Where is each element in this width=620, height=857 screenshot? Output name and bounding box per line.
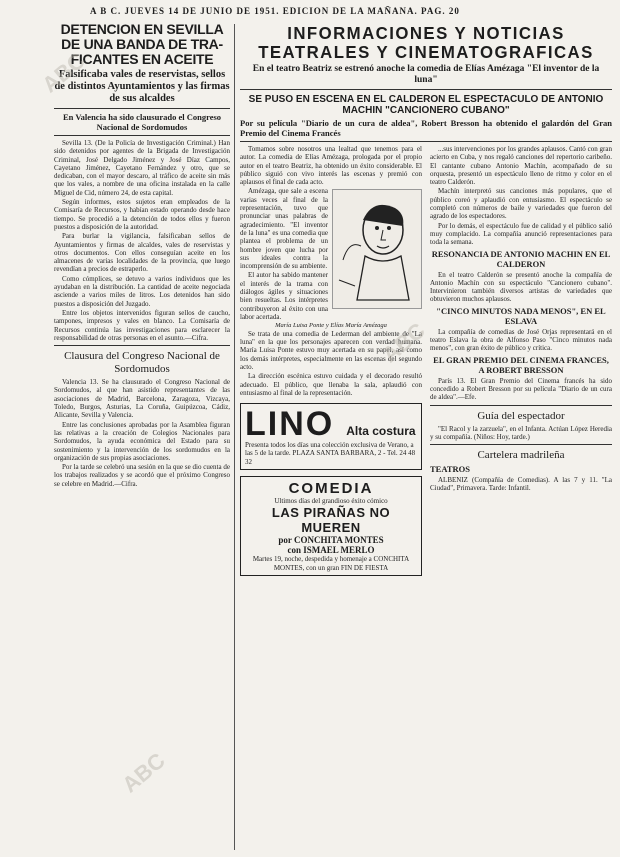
rule [430, 444, 612, 445]
column-divider [234, 24, 235, 850]
comedia-play-title: LAS PIRAÑAS NO MUEREN [271, 505, 391, 536]
rule [54, 135, 230, 136]
paragraph: Amézaga, que sale a escena varias veces al final de la representación, tuvo que pronunciar unas palabras de agradecimiento. "El inventor de la luna" es una comedia que plantea el problema de un hombre joven que lucha por sus ideales contra la incomprensión de su ambiente. [240, 187, 328, 271]
paragraph: El autor ha sabido mantener el interés de la trama con diálogos ágiles y situaciones bien resueltas. Los intérpretes contribuyeron al éxito con una labor acertada. [240, 271, 328, 321]
paragraph: En el teatro Calderón se presentó anoche la compañía de Antonio Machín con su espectáculo "Cancionero cubano". Intervinieron también diversos artistas de variedades que obtuvieron muchos aplausos. [430, 270, 612, 304]
paragraph: Machín interpretó sus canciones más populares, que el público coreó y aplaudió con entusiasmo. El espectáculo se completó con números de baile y variedades que fueron del agrado de los espectadores. [430, 187, 612, 221]
column-2-text [430, 145, 612, 247]
rule [54, 108, 230, 109]
paragraph: Como cómplices, se detuvo a varios individuos que les ayudaban en la distribución. La cantidad de aceite negociada asciende a varios miles de litros. Los detenidos han sido puestos a disposición del Juzgado. [54, 274, 230, 308]
cartelera-teatros: TEATROS [430, 464, 470, 475]
left-deck: Falsificaba vales de reservistas, sellos de distintos Ayuntamientos y las firmas de sus alcaldes [54, 69, 230, 104]
paragraph: Valencia 13. Se ha clausurado el Congreso Nacional de Sordomudos, al que han asistido representantes de las asociaciones de Madrid, Barcelona, Zaragoza, Vizcaya, Toledo, Burgos, Asturias, La Coruña, Guipúzcoa, Cádiz, Alicante, Sevilla y Valencia. [54, 378, 230, 420]
bresson-deck: Por su película "Diario de un cura de aldea", Robert Bresson ha obtenido el galardón del Gran Premio del Cinema Francés [240, 118, 612, 138]
rule [240, 141, 612, 142]
eslava-subhead: "CINCO MINUTOS NADA MENOS", EN EL ESLAVA [436, 305, 606, 326]
comedia-theatre-name: COMEDIA [288, 480, 374, 497]
section-main-title [247, 24, 604, 62]
left-headline [54, 22, 230, 67]
paragraph: Por lo demás, el espectáculo fue de calidad y el público salió muy complacido. La compañía anunció representaciones para toda la semana. [430, 221, 612, 247]
paragraph: La dirección escénica estuvo cuidada y el decorado resultó adecuado. El público, que llenaba la sala, aplaudió con entusiasmo al final de la representación. [240, 372, 422, 397]
paragraph: ALBENIZ (Compañía de Comedias). A las 7 y 11. "La Ciudad", Primavera. Tarde: Infantil. [430, 476, 612, 493]
left-story-body [54, 139, 230, 342]
lino-advertisement [240, 403, 422, 470]
guide-title: Guía del espectador [477, 409, 565, 422]
rule [430, 405, 612, 406]
machin-subhead: RESONANCIA DE ANTONIO MACHIN EN EL CALDERON [431, 248, 611, 269]
calderon-headline: SE PUSO EN ESCENA EN EL CALDERON EL ESPECTACULO DE ANTONIO MACHIN "CANCIONERO CUBANO" [248, 94, 604, 116]
article-column-1 [240, 145, 422, 580]
column-1-text [240, 145, 422, 397]
bresson-subhead: EL GRAN PREMIO DEL CINEMA FRANCES, A ROBERT BRESSON [433, 354, 609, 375]
watermark-stamp: ABC [117, 747, 170, 798]
rule [240, 89, 612, 90]
cartelera-title: Cartelera madrileña [477, 449, 565, 462]
comedia-advertisement [240, 476, 422, 576]
left-headline-line: DE UNA BANDA DE TRA- [61, 36, 223, 52]
bresson-text [430, 377, 612, 402]
left-story2-body [54, 378, 230, 488]
section-title-congreso: Clausura del Congreso Nacional de Sordomudos [64, 350, 220, 376]
comedia-costar: con ISMAEL MERLO [287, 545, 375, 556]
comedia-star: por CONCHITA MONTES [278, 535, 384, 546]
caricature-caption: María Luisa Ponte y Elías María Amézaga [275, 322, 387, 330]
cartelera-text [430, 476, 612, 493]
machin-text [430, 271, 612, 304]
left-headline-line: FICANTES EN ACEITE [70, 51, 214, 67]
paragraph: Entre las conclusiones aprobadas por la Asamblea figuran las relativas a la creación de Colegios Nacionales para Sordomudos, la ayuda económica del Estado para su sostenimiento y la intervención de los sordomudos en la organización de sus propias asociaciones. [54, 420, 230, 462]
title-line: TEATRALES Y CINEMATOGRAFICAS [258, 42, 594, 62]
comedia-line1: Ultimos días del grandioso éxito cómico [274, 497, 388, 505]
two-column-body [240, 145, 612, 580]
caricature-drawing [333, 190, 421, 308]
left-subhead: En Valencia ha sido clausurado el Congreso Nacional de Sordomudos [62, 112, 222, 132]
paragraph: Entre los objetos intervenidos figuran sellos de caucho, tampones, impresos y vales en blanco. La Comisaría de Recursos continúa las investigaciones para esclarecer la responsabilidad de otras personas en el asunto.—Cifra. [54, 308, 230, 342]
paragraph: Tomamos sobre nosotros una lealtad que tenemos para el autor. La comedia de Elías Amézaga, prologada por el propio autor en el teatro Beatriz, ha obtenido un éxito considerable. El público siguió con vivo interés las escenas y premió con aplausos el final de cada acto. [240, 145, 422, 187]
left-headline-line: DETENCION EN SEVILLA [60, 22, 224, 37]
paragraph: Se trata de una comedia de Lederman del ambiente de "La luna" en la que los personajes aparecen con verdad humana. María Luisa Ponte estuvo muy acertada en su papel, así como los demás intérpretes, especialmente en las escenas del segundo acto. [240, 329, 422, 371]
article-column-2 [430, 145, 612, 580]
eslava-text [430, 328, 612, 353]
watermark-stamp: ABC [377, 317, 430, 368]
left-column [54, 22, 230, 854]
caricature-illustration [332, 189, 422, 309]
comedia-footer: Martes 19, noche, despedida y homenaje a CONCHITA MONTES, con un gran FIN DE FIESTA [252, 555, 410, 572]
paragraph: La compañía de comedias de José Orjas representará en el teatro Eslava la obra de Alfonso Paso "Cinco minutos nada menos", con gran éxito de público y crítica. [430, 327, 612, 353]
paragraph: París 13. El Gran Premio del Cinema francés ha sido concedido a Robert Bresson por su película "Diario de un cura de aldea".—Efe. [430, 376, 612, 402]
guide-text [430, 425, 612, 442]
paragraph: Por la tarde se celebró una sesión en la que se dio cuenta de los trabajos realizados y se acordó que el próximo Congreso se celebre en Madrid.—Cifra. [54, 463, 230, 488]
rule [54, 345, 230, 346]
watermark-stamp: ABC [37, 47, 90, 98]
paragraph: Para burlar la vigilancia, falsificaban sellos de Ayuntamientos y firmas de alcaldes, vales de reservistas y otros documentos. Con ellos conseguían aceite en los almacenes de varias localidades de la provincia, que luego revendían a precios de estraperlo. [54, 232, 230, 274]
paragraph: ...sus intervenciones por los grandes aplausos. Cantó con gran acierto en Cuba, y nos regaló canciones del repertorio caribeño. El cantante cubano Antonio Machín, acompañado de su orquesta, presentó un espectáculo lleno de ritmo y color en el teatro Calderón. [430, 145, 612, 187]
page-header: A B C. JUEVES 14 DE JUNIO DE 1951. EDICION DE LA MAÑANA. PAG. 20 [90, 6, 460, 16]
beatriz-deck: En el teatro Beatriz se estrenó anoche la comedia de Elías Amézaga "El inventor de la luna" [252, 64, 600, 85]
lino-brand: LINO [245, 405, 335, 444]
lino-tagline: Alta costura [346, 424, 416, 439]
lino-ad-text: Presenta todos los días una colección exclusiva de Verano, a las 5 de la tarde. PLAZA SANTA BARBARA, 2 - Tel. 24 48 32 [245, 441, 416, 466]
paragraph: Sevilla 13. (De la Policía de Investigación Criminal.) Han sido detenidos por agentes de la Brigada de Investigación Criminal, José Delgado Jiménez y José Díaz Campos, Cayetano Jiménez, Cayetano Fernández y otro, que se dedicaban, con el mayor descaro, al tráfico de aceite sin más que los vales, a nombre de una oficina instalada en la calle Miguel de Cid, número 24, de esta capital. [54, 139, 230, 197]
paragraph: "El Racol y la zarzuela", en el Infanta. Actúan López Heredia y su compañía. (Niños: Hoy, tarde.) [430, 424, 612, 441]
right-column [240, 22, 612, 854]
paragraph: Según informes, estos sujetos eran empleados de la Comisaría de Recursos, y habían estado operando desde hace tiempo. Se procedió a la detención de todos ellos y fueron puestos a disposición de la autoridad. [54, 198, 230, 231]
title-line: INFORMACIONES Y NOTICIAS [287, 23, 565, 43]
